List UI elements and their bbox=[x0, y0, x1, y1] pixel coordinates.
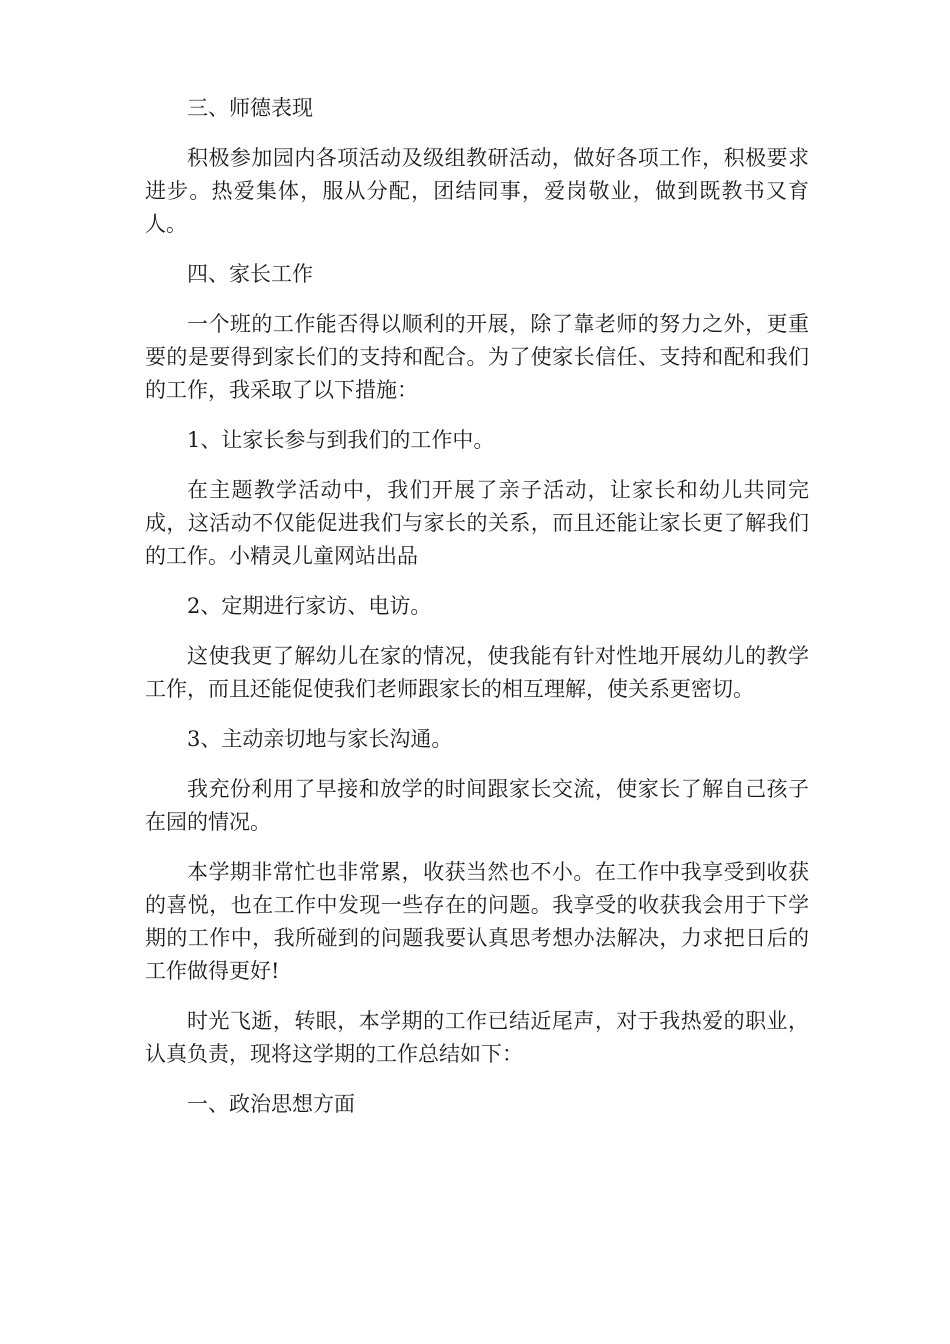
paragraph-item-2: 这使我更了解幼儿在家的情况，使我能有针对性地开展幼儿的教学工作，而且还能促使我们老师跟家长的相互理解，使关系更密切。 bbox=[145, 644, 809, 701]
list-item-2: 2、定期进行家访、电访。 bbox=[187, 594, 432, 618]
paragraph-parents-intro: 一个班的工作能否得以顺利的开展，除了靠老师的努力之外，更重要的是要得到家长们的支持和配合。为了使家长信任、支持和配和我们的工作，我采取了以下措施： bbox=[145, 312, 809, 402]
section-heading-politics: 一、政治思想方面 bbox=[187, 1092, 355, 1116]
document-body bbox=[145, 92, 809, 1138]
paragraph-ethics: 积极参加园内各项活动及级组教研活动，做好各项工作，积极要求进步。热爱集体，服从分配，团结同事，爱岗敬业，做到既教书又育人。 bbox=[145, 146, 809, 236]
section-heading-ethics: 三、师德表现 bbox=[187, 96, 313, 120]
paragraph-new-intro: 时光飞逝，转眼，本学期的工作已结近尾声，对于我热爱的职业，认真负责，现将这学期的工作总结如下： bbox=[145, 1009, 809, 1066]
section-heading-parents: 四、家长工作 bbox=[187, 262, 313, 286]
paragraph-summary: 本学期非常忙也非常累，收获当然也不小。在工作中我享受到收获的喜悦，也在工作中发现一些存在的问题。我享受的收获我会用于下学期的工作中，我所碰到的问题我要认真思考想办法解决，力求把日后的工作做得更好! bbox=[145, 860, 809, 983]
paragraph-item-3: 我充份利用了早接和放学的时间跟家长交流，使家长了解自己孩子在园的情况。 bbox=[145, 777, 809, 834]
list-item-1: 1、让家长参与到我们的工作中。 bbox=[187, 428, 495, 452]
list-item-3: 3、主动亲切地与家长沟通。 bbox=[187, 727, 453, 751]
paragraph-item-1: 在主题教学活动中，我们开展了亲子活动，让家长和幼儿共同完成，这活动不仅能促进我们与家长的关系，而且还能让家长更了解我们的工作。小精灵儿童网站出品 bbox=[145, 478, 809, 568]
